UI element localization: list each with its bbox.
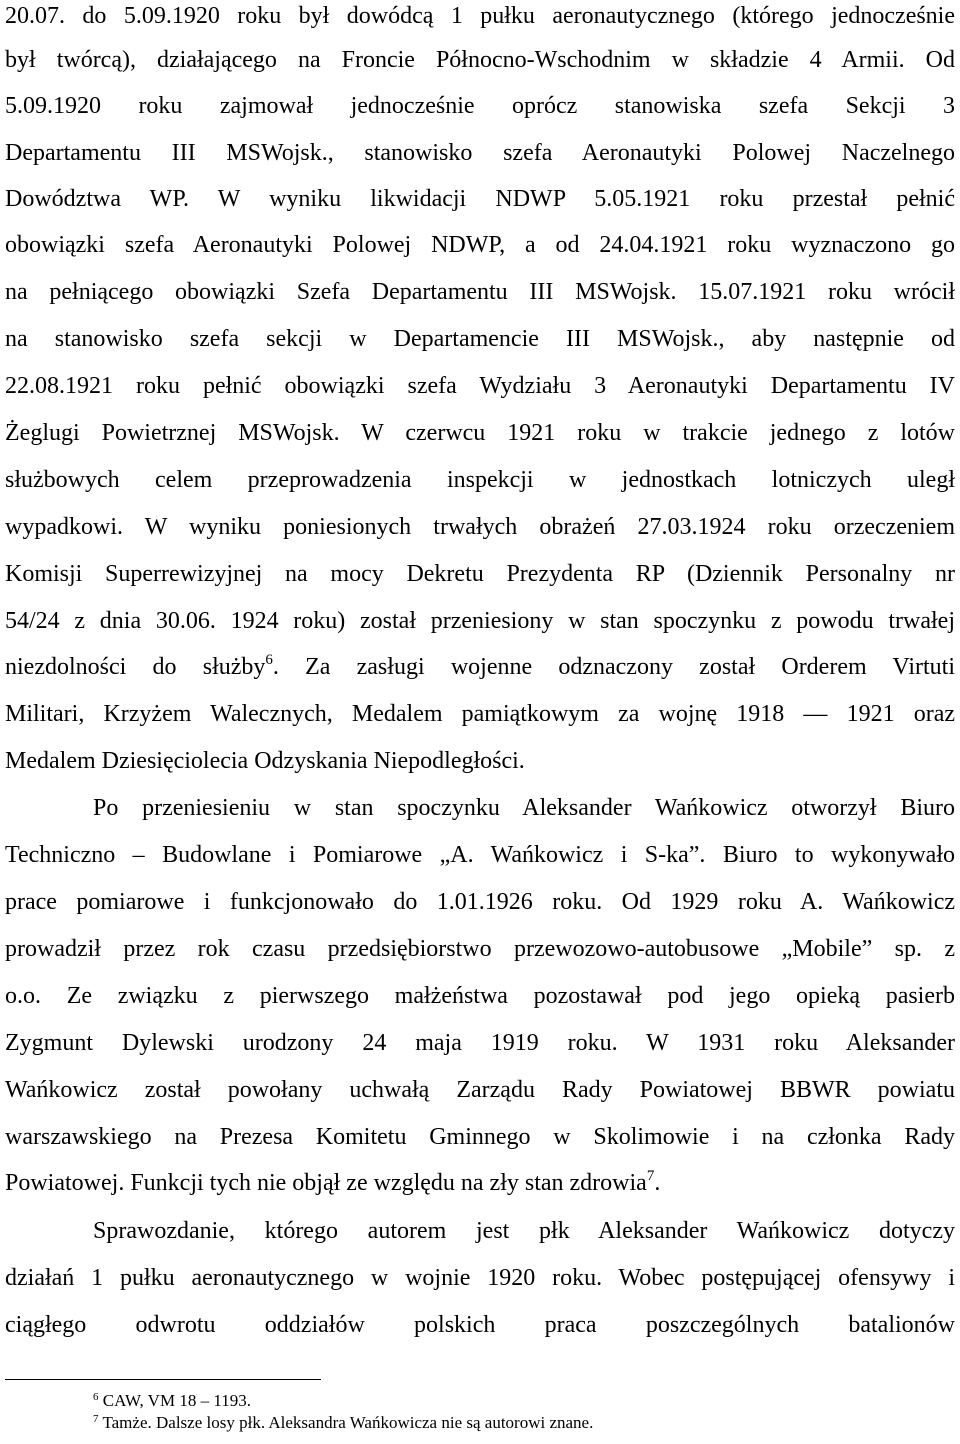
footnote-separator — [5, 1379, 321, 1380]
body-line: prace pomiarowe i funkcjonowało do 1.01.1926 roku. Od 1929 roku A. Wańkowicz — [5, 889, 955, 915]
body-line — [5, 1168, 955, 1198]
body-line: 22.08.1921 roku pełnić obowiązki szefa Wydziału 3 Aeronautyki Departamentu IV — [5, 373, 955, 399]
body-line: na pełniącego obowiązki Szefa Departamentu III MSWojsk. 15.07.1921 roku wrócił — [5, 279, 955, 305]
body-line: działań 1 pułku aeronautycznego w wojnie 1920 roku. Wobec postępującej ofensywy i — [5, 1265, 955, 1291]
footnote — [93, 1391, 251, 1411]
body-line: warszawskiego na Prezesa Komitetu Gminnego w Skolimowie i na członka Rady — [5, 1124, 955, 1150]
body-line: Departamentu III MSWojsk., stanowisko szefa Aeronautyki Polowej Naczelnego — [5, 140, 955, 166]
body-line: Medalem Dziesięciolecia Odzyskania Niepodległości. — [5, 748, 525, 774]
footnote-mark: 7 — [93, 1413, 99, 1425]
footnote-text: Tamże. Dalsze losy płk. Aleksandra Wańkowicza nie są autorowi znane. — [98, 1413, 594, 1432]
body-line: wypadkowi. W wyniku poniesionych trwałych obrażeń 27.03.1924 roku orzeczeniem — [5, 514, 955, 540]
footnote — [93, 1413, 593, 1433]
footnote-text: CAW, VM 18 – 1193. — [98, 1391, 251, 1410]
footnote-ref: 7 — [646, 1168, 655, 1184]
body-text: niezdolności do służby — [5, 654, 266, 680]
body-line: Żeglugi Powietrznej MSWojsk. W czerwcu 1921 roku w trakcie jednego z lotów — [5, 420, 955, 446]
body-line: 54/24 z dnia 30.06. 1924 roku) został przeniesiony w stan spoczynku z powodu trwałej — [5, 608, 955, 634]
body-text: Powiatowej. Funkcji tych nie objął ze względu na zły stan zdrowia — [5, 1170, 647, 1196]
document-page — [5, 0, 955, 1444]
body-line: Po przeniesieniu w stan spoczynku Aleksander Wańkowicz otworzył Biuro — [93, 795, 955, 821]
body-line: prowadził przez rok czasu przedsiębiorstwo przewozowo-autobusowe „Mobile” sp. z — [5, 936, 955, 962]
body-line: Dowództwa WP. W wyniku likwidacji NDWP 5.05.1921 roku przestał pełnić — [5, 186, 955, 212]
body-line: Techniczno – Budowlane i Pomiarowe „A. Wańkowicz i S-ka”. Biuro to wykonywało — [5, 842, 955, 868]
body-text: . — [654, 1170, 661, 1196]
body-line: Zygmunt Dylewski urodzony 24 maja 1919 roku. W 1931 roku Aleksander — [5, 1030, 955, 1056]
body-line: ciągłego odwrotu oddziałów polskich praca poszczególnych batalionów — [5, 1312, 955, 1338]
body-line: Sprawozdanie, którego autorem jest płk Aleksander Wańkowicz dotyczy — [93, 1218, 955, 1244]
body-text: . Za zasługi wojenne odznaczony został Orderem Virtuti — [272, 654, 955, 680]
body-line: 5.09.1920 roku zajmował jednocześnie oprócz stanowiska szefa Sekcji 3 — [5, 93, 955, 119]
body-line: o.o. Ze związku z pierwszego małżeństwa pozostawał pod jego opieką pasierb — [5, 983, 955, 1009]
body-line: na stanowisko szefa sekcji w Departamencie III MSWojsk., aby następnie od — [5, 326, 955, 352]
footnote-ref: 6 — [265, 652, 273, 668]
body-line: służbowych celem przeprowadzenia inspekcji w jednostkach lotniczych uległ — [5, 467, 955, 493]
footnote-mark: 6 — [93, 1391, 99, 1403]
body-line: 20.07. do 5.09.1920 roku był dowódcą 1 pułku aeronautycznego (którego jednocześnie — [5, 3, 955, 29]
body-line: Wańkowicz został powołany uchwałą Zarządu Rady Powiatowej BBWR powiatu — [5, 1077, 955, 1103]
body-line: obowiązki szefa Aeronautyki Polowej NDWP, a od 24.04.1921 roku wyznaczono go — [5, 232, 955, 258]
body-line: Militari, Krzyżem Walecznych, Medalem pamiątkowym za wojnę 1918 — 1921 oraz — [5, 701, 955, 727]
body-line — [5, 652, 955, 682]
body-line: był twórcą), działającego na Froncie Północno-Wschodnim w składzie 4 Armii. Od — [5, 47, 955, 73]
body-line: Komisji Superrewizyjnej na mocy Dekretu Prezydenta RP (Dziennik Personalny nr — [5, 561, 955, 587]
